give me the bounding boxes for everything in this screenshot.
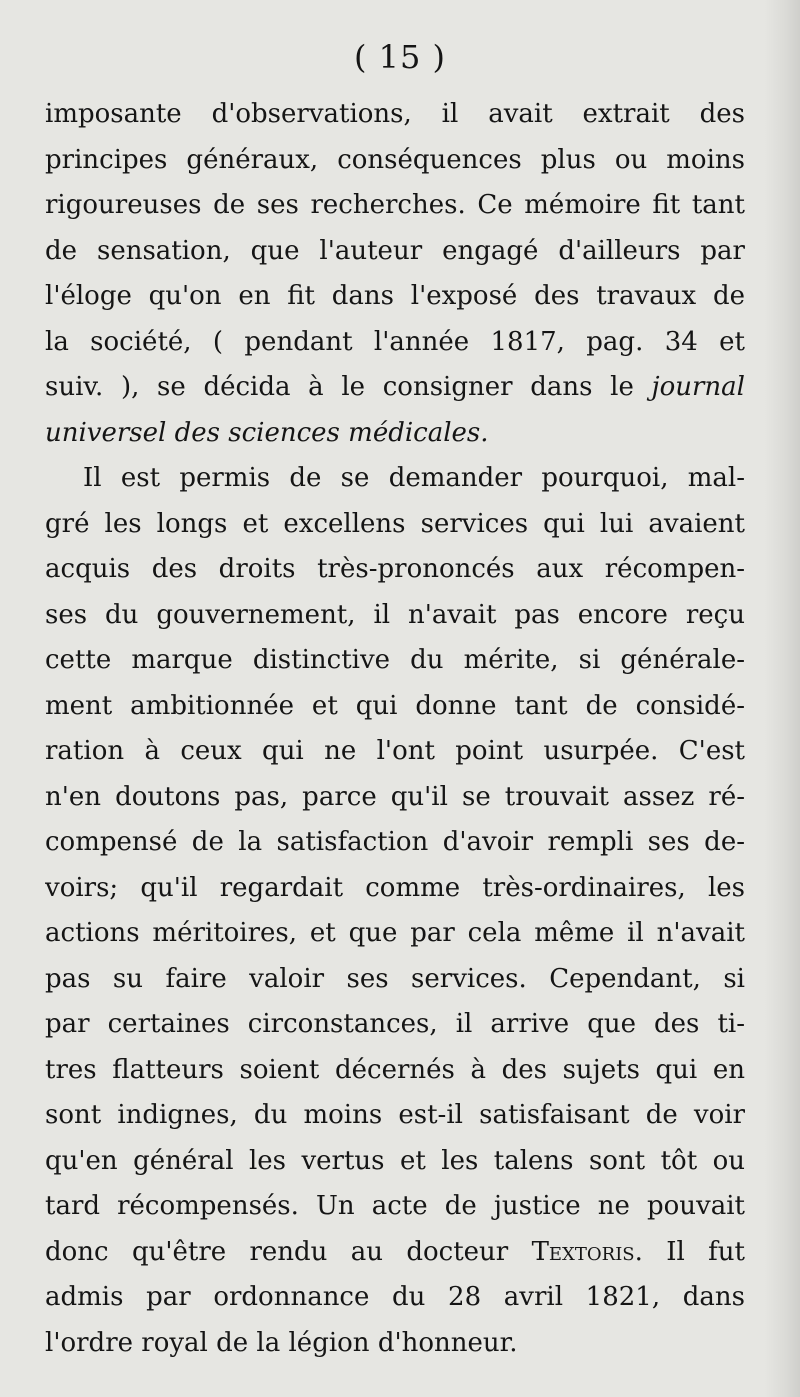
- text-line: principes généraux, conséquences plus ou moins: [45, 144, 745, 175]
- text-line: imposante d'observations, il avait extrait des: [45, 99, 745, 129]
- text-line: admis par ordonnance du 28 avril 1821, dans: [45, 1282, 745, 1312]
- text-line: voirs; qu'il regardait comme très-ordinaires, les: [45, 872, 745, 903]
- text-line: l'éloge qu'on en fit dans l'exposé des travaux de: [45, 281, 745, 311]
- text-line: pas su faire valoir ses services. Cependant, si: [45, 963, 745, 994]
- text-line: par certaines circonstances, il arrive que des ti-: [45, 1009, 745, 1039]
- text-line-with-name: [45, 1230, 745, 1276]
- text-line: tard récompensés. Un acte de justice ne pouvait: [45, 1191, 745, 1221]
- text-line: rigoureuses de ses recherches. Ce mémoire fit tant: [45, 190, 745, 220]
- text-line: cette marque distinctive du mérite, si générale-: [45, 645, 745, 675]
- text-segment: donc qu'être rendu au docteur: [45, 1236, 532, 1267]
- text-line: ses du gouvernement, il n'avait pas encore reçu: [45, 599, 745, 630]
- text-line: compensé de la satisfaction d'avoir rempli ses de-: [45, 827, 745, 857]
- text-segment: . Il fut: [634, 1236, 745, 1267]
- text-line: ration à ceux qui ne l'ont point usurpée. C'est: [45, 736, 745, 766]
- page-number: ( 15 ): [353, 38, 447, 76]
- text-line: actions méritoires, et que par cela même il n'avait: [45, 918, 745, 948]
- text-line: l'ordre royal de la légion d'honneur.: [45, 1327, 518, 1358]
- text-line: n'en doutons pas, parce qu'il se trouvait assez ré-: [45, 781, 745, 812]
- text-line: de sensation, que l'auteur engagé d'ailleurs par: [45, 235, 745, 266]
- text-segment: suiv. ), se décida à le consigner dans le: [45, 372, 652, 402]
- body-text: [45, 92, 745, 1366]
- text-line: acquis des droits très-prononcés aux récompen-: [45, 554, 745, 584]
- text-line: gré les longs et excellens services qui lui avaient: [45, 508, 745, 539]
- text-line: sont indignes, du moins est-il satisfaisant de voir: [45, 1100, 745, 1130]
- text-line: ment ambitionnée et qui donne tant de considé-: [45, 690, 745, 721]
- italic-title: journal: [651, 372, 745, 402]
- text-line: la société, ( pendant l'année 1817, pag. 34 et: [45, 326, 745, 357]
- text-line: Il est permis de se demander pourquoi, mal-: [83, 463, 745, 493]
- person-name: Textoris: [531, 1236, 635, 1267]
- page-shadow-edge: [764, 0, 800, 1397]
- italic-title-continuation: universel des sciences médicales.: [45, 417, 489, 448]
- text-line: tres flatteurs soient décernés à des sujets qui en: [45, 1054, 745, 1085]
- text-line-with-italic: [45, 365, 745, 411]
- text-line: qu'en général les vertus et les talens sont tôt ou: [45, 1145, 745, 1176]
